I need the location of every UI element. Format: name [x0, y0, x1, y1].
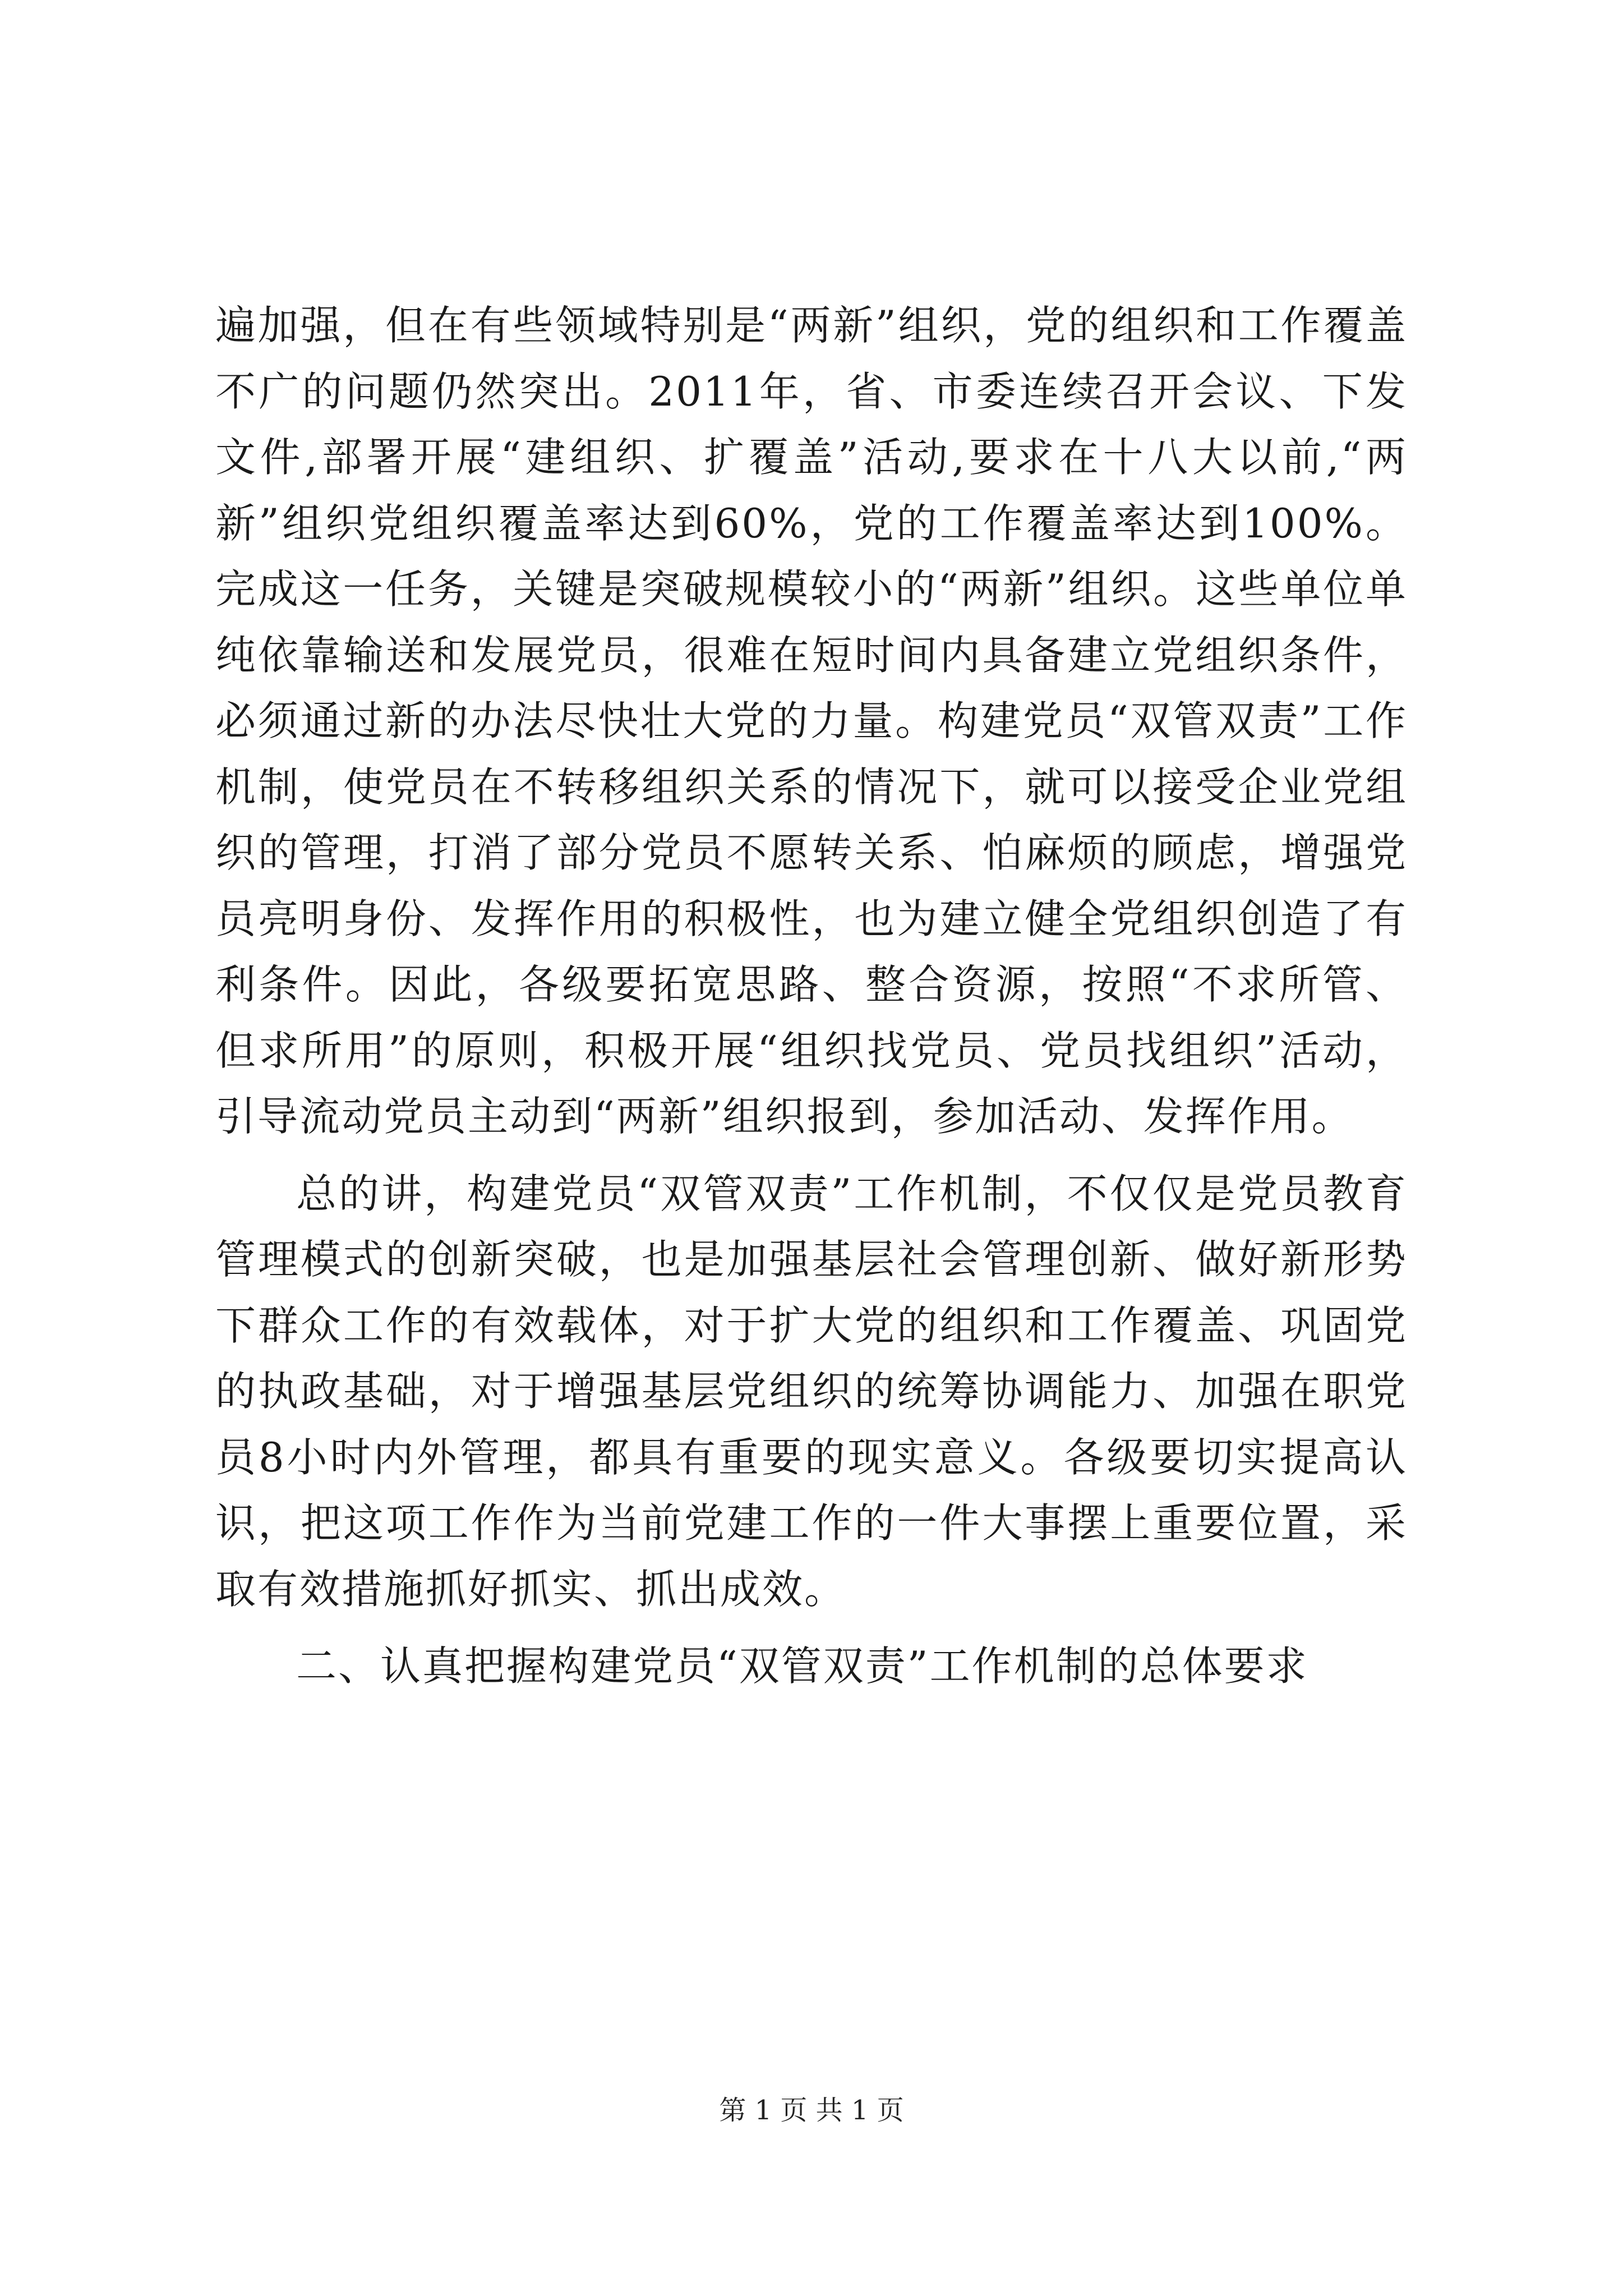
page-number-footer: 第 1 页 共 1 页: [719, 2095, 904, 2126]
document-body: [215, 293, 1408, 1700]
paragraph-summary: 总的讲，构建党员“双管双责”工作机制，不仅仅是党员教育管理模式的创新突破，也是加强基层社会管理创新、做好新形势下群众工作的有效载体，对于扩大党的组织和工作覆盖、巩固党的执政基础，对于增强基层党组织的统筹协调能力、加强在职党员8小时内外管理，都具有重要的现实意义。各级要切实提高认识，把这项工作作为当前党建工作的一件大事摆上重要位置，采取有效措施抓好抓实、抓出成效。: [215, 1170, 1408, 1613]
section-heading: 二、认真把握构建党员“双管双责”工作机制的总体要求: [296, 1642, 1308, 1690]
paragraph-continuation: 遍加强，但在有些领域特别是“两新”组织，党的组织和工作覆盖不广的问题仍然突出。2011年，省、市委连续召开会议、下发文件,部署开展“建组织、扩覆盖”活动,要求在十八大以前,“两新”组织党组织覆盖率达到60%，党的工作覆盖率达到100%。完成这一任务，关键是突破规模较小的“两新”组织。这些单位单纯依靠输送和发展党员，很难在短时间内具备建立党组织条件，必须通过新的办法尽快壮大党的力量。构建党员“双管双责”工作机制，使党员在不转移组织关系的情况下，就可以接受企业党组织的管理，打消了部分党员不愿转关系、怕麻烦的顾虑，增强党员亮明身份、发挥作用的积极性，也为建立健全党组织创造了有利条件。因此，各级要拓宽思路、整合资源，按照“不求所管、但求所用”的原则，积极开展“组织找党员、党员找组织”活动，引导流动党员主动到“两新”组织报到，参加活动、发挥作用。: [215, 302, 1408, 1140]
